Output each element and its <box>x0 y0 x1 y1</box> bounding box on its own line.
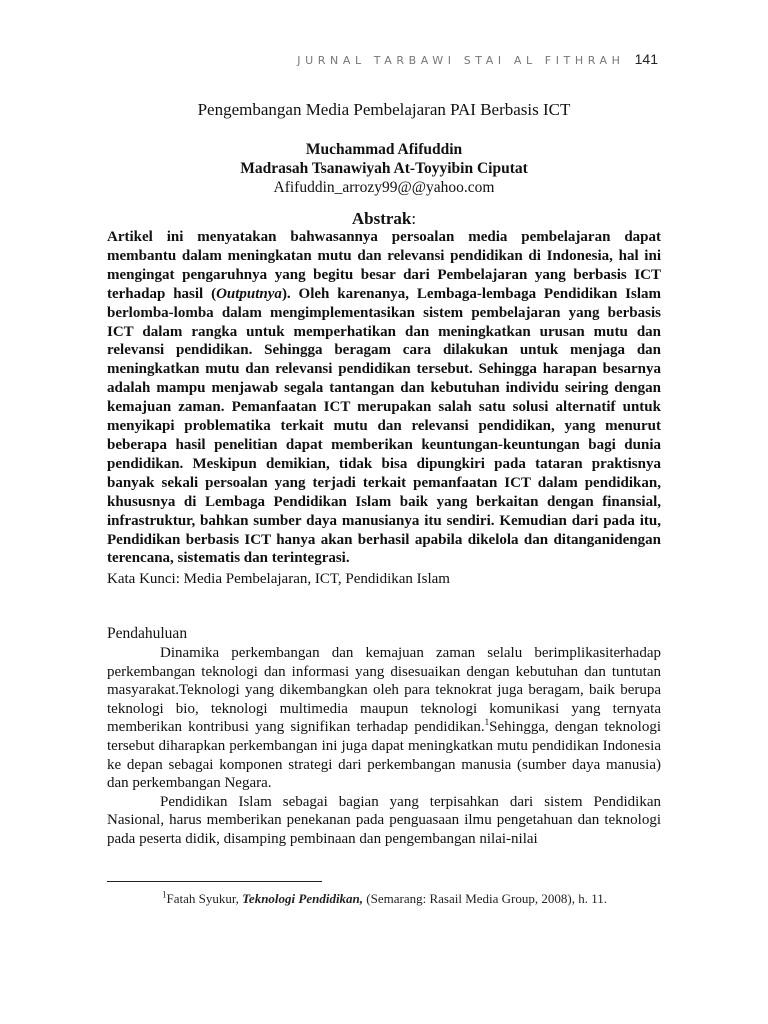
abstract-heading: Abstrak: <box>351 209 417 228</box>
author-name: Muchammad Afifuddin <box>305 141 463 158</box>
abstract-italic-term: Outputnya <box>216 285 282 302</box>
footnote-book-title: Teknologi Pendidikan, <box>242 891 364 906</box>
section-heading-introduction: Pendahuluan <box>107 625 188 642</box>
keywords-label: Kata Kunci <box>107 571 176 587</box>
author-email: Afifuddin_arrozy99@@yahoo.com <box>273 179 495 196</box>
footnote-divider <box>107 881 322 882</box>
page-number: 141 <box>634 51 658 67</box>
abstract-text: Artikel ini menyatakan bahwasannya persoalan media pembelajaran dapat membantu dalam meningkatan mutu dan relevansi pendidikan di Indonesia, hal ini mengingat pengaruhnya yang begitu besar dari Pembelajaran yang berbasis ICT terhadap hasil (Outputnya). Oleh karenanya, Lembaga-lembaga Pendidikan Islam berlomba-lomba dalam mengimplementasikan sistem pembelajaran yang berbasis ICT dalam rangka untuk memperhatikan dan meningkatkan urusan mutu dan relevansi pendidikan. Sehingga beragam cara dilakukan untuk menjaga dan meningkatkan mutu dan relevansi pendidikan tersebut. Sehingga harapan besarnya adalah mampu menjawab segala tantangan dan kebutuhan individu seiring dengan kemajuan zaman. Pemanfaatan ICT merupakan salah satu solusi alternatif untuk menyikapi problematika terkait mutu dan relevansi pendidikan, yang menurut beberapa hasil penelitian dapat memberikan keuntungan-keuntungan bagi dunia pendidikan. Meskipun demikian, tidak bisa dipungkiri pada tataran praktisnya banyak sekali persoalan yang terjadi terkait pemanfaatan ICT dalam pendidikan, khususnya di Lembaga Pendidikan Islam baik yang berkaitan dengan finansial, infrastruktur, bahkan sumber daya manusianya itu sendiri. Kemudian dari pada itu, Pendidikan berbasis ICT hanya akan berhasil apabila dikelola dan ditanganidengan terencana, sistematis dan terintegrasi. <box>107 229 661 567</box>
journal-name: JURNAL TARBAWI STAI AL FITHRAH <box>297 54 625 67</box>
footnote-number: 1 <box>162 889 167 900</box>
keywords-value: : Media Pembelajaran, ICT, Pendidikan Islam <box>175 571 450 587</box>
footnote-reference[interactable]: 1 <box>484 717 490 728</box>
author-institution: Madrasah Tsanawiyah At-Toyyibin Ciputat <box>240 160 528 177</box>
running-header <box>200 51 658 67</box>
footnote-1: $^1$Fatah Syukur, Teknologi Pendidikan, (Semarang: Rasail Media Group, 2008), h. 11. <box>162 889 607 906</box>
keywords <box>107 571 450 588</box>
intro-paragraph-2: Pendidikan Islam sebagai bagian yang terpisahkan dari sistem Pendidikan Nasional, harus memberikan penekanan pada penguasaan ilmu pengetahuan dan teknologi pada peserta didik, disamping pembinaan dan pengembangan nilai-nilai <box>107 793 661 847</box>
intro-paragraph-1: Dinamika perkembangan dan kemajuan zaman selalu berimplikasiterhadap perkembangan teknologi dan informasi yang disesuaikan dengan kebutuhan dan tuntutan masyarakat.Teknologi yang dikembangkan oleh para teknokrat juga beragam, baik berupa teknologi bio, teknologi multimedia maupun teknologi komunikasi yang ternyata memberikan kontribusi yang signifikan terhadap pendidikan.$^1$Sehingga, dengan teknologi tersebut diharapkan perkembangan ini juga dapat meningkatkan mutu pendidikan Indonesia ke depan sebagai komponen strategi dari perkembangan manusia (sumber daya manusia) dan perkembangan Negara. <box>107 645 661 792</box>
article-title: Pengembangan Media Pembelajaran PAI Berbasis ICT <box>197 100 571 119</box>
introduction-body <box>107 644 661 849</box>
